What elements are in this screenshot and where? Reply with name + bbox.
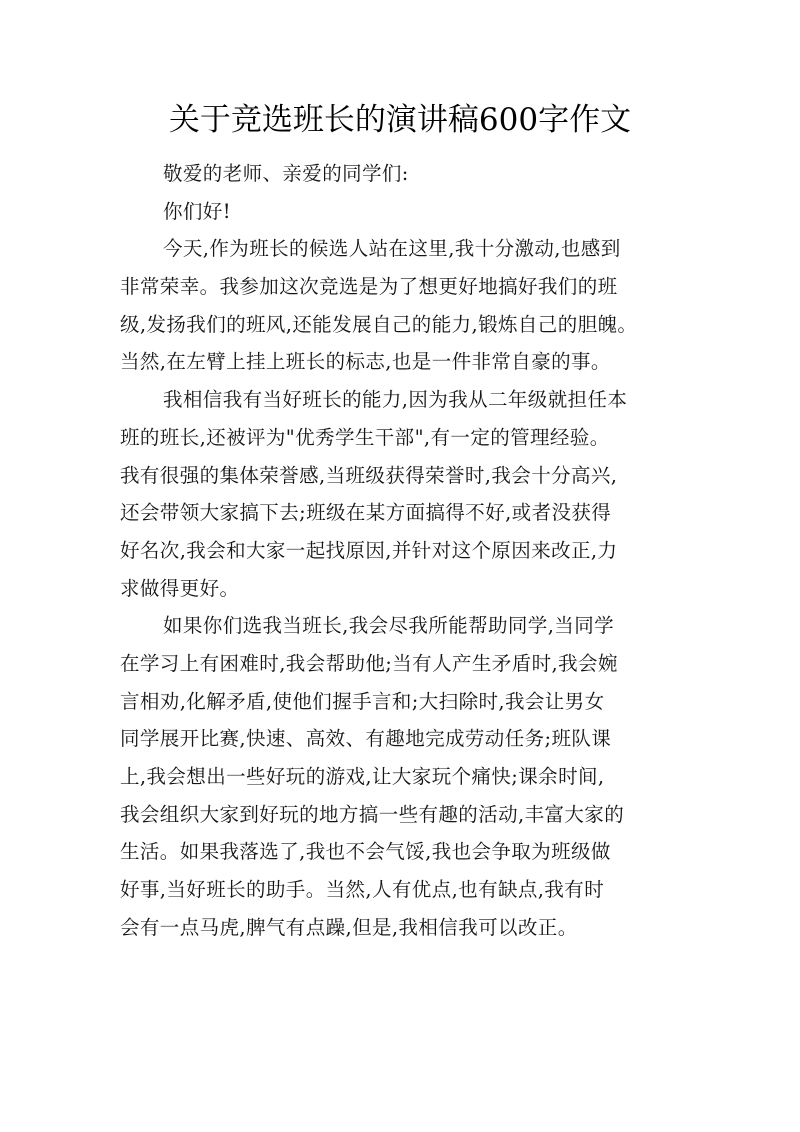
body-text-line: 你们好!	[163, 199, 231, 223]
body-text-line: 我相信我有当好班长的能力,因为我从二年级就担任本	[163, 388, 628, 412]
body-text-line: 求做得更好。	[120, 576, 240, 600]
body-text-line: 同学展开比赛,快速、高效、有趣地完成劳动任务;班队课	[120, 727, 612, 751]
body-text-line: 言相劝,化解矛盾,使他们握手言和;大扫除时,我会让男女	[120, 689, 605, 713]
body-text-line: 班的班长,还被评为"优秀学生干部",有一定的管理经验。	[120, 425, 610, 449]
document-body	[120, 155, 672, 946]
body-text-line: 上,我会想出一些好玩的游戏,让大家玩个痛快;课余时间,	[120, 765, 605, 788]
body-text-line: 在学习上有困难时,我会帮助他;当有人产生矛盾时,我会婉	[120, 651, 618, 675]
body-text-line: 好名次,我会和大家一起找原因,并针对这个原因来改正,力	[120, 538, 618, 562]
body-text-line: 非常荣幸。我参加这次竞选是为了想更好地搞好我们的班	[120, 275, 618, 299]
body-text-line: 会有一点马虎,脾气有点躁,但是,我相信我可以改正。	[120, 915, 578, 939]
body-text-line: 我会组织大家到好玩的地方搞一些有趣的活动,丰富大家的	[120, 802, 625, 826]
body-text-line: 今天,作为班长的候选人站在这里,我十分激动,也感到	[163, 237, 621, 261]
body-text-line: 还会带领大家搞下去;班级在某方面搞得不好,或者没获得	[120, 501, 612, 525]
body-text-line: 如果你们选我当班长,我会尽我所能帮助同学,当同学	[163, 614, 614, 638]
body-text-line: 当然,在左臂上挂上班长的标志,也是一件非常自豪的事。	[120, 350, 611, 374]
body-text-line: 生活。如果我落选了,我也不会气馁,我也会争取为班级做	[120, 840, 611, 864]
body-text-line: 好事,当好班长的助手。当然,人有优点,也有缺点,我有时	[120, 878, 605, 902]
body-text-line: 级,发扬我们的班风,还能发展自己的能力,锻炼自己的胆魄。	[120, 312, 638, 336]
body-text-line: 敬爱的老师、亲爱的同学们:	[163, 162, 409, 185]
document-title: 关于竞选班长的演讲稿600字作文	[168, 102, 632, 138]
body-text-line: 我有很强的集体荣誉感,当班级获得荣誉时,我会十分高兴,	[120, 463, 618, 487]
